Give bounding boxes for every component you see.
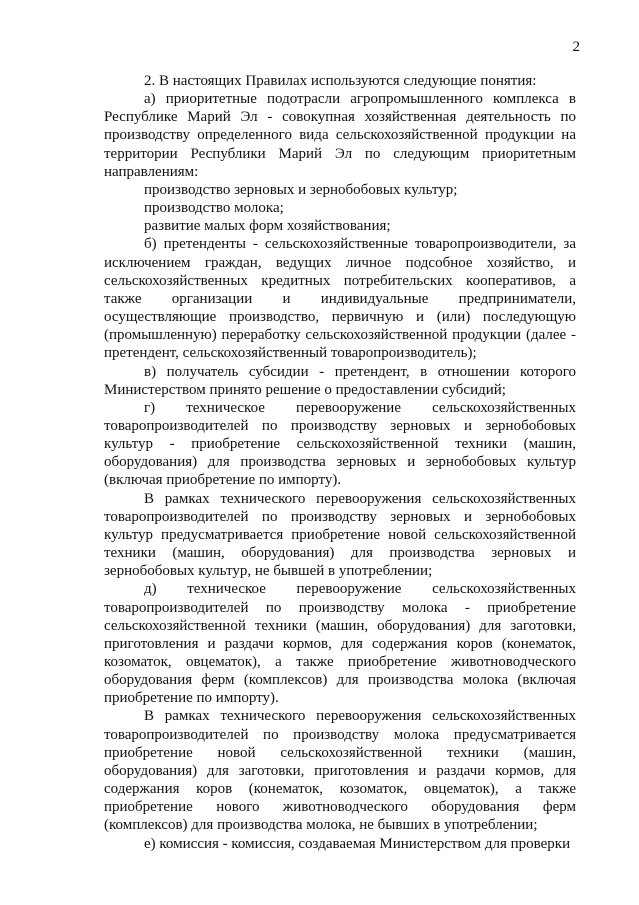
paragraph-d-milk-reequipment: д) техническое перевооружение сельскохозяйственных товаропроизводителей по производству молока - приобретение сельскохозяйственной техники (машин, оборудования) для заготовки, приготовления и раздачи кормов, для содержания коров (конематок, козоматок, овцематок), а также приобретение животноводческого оборудования ферм (комплексов) для производства молока (включая приобретение по импорту). — [104, 581, 576, 707]
document-body — [104, 72, 576, 853]
paragraph-grain-reequipment-scope: В рамках технического перевооружения сельскохозяйственных товаропроизводителей по производству зерновых и зернобобовых культур предусматривается приобретение новой сельскохозяйственной техники (машин, оборудования) для производства зерновых и зернобобовых культур, не бывшей в употреблении; — [104, 490, 576, 580]
paragraph-milk-reequipment-scope: В рамках технического перевооружения сельскохозяйственных товаропроизводителей по производству молока предусматривается приобретение новой сельскохозяйственной техники (машин, оборудования) для заготовки, приготовления и раздачи кормов, для содержания коров (конематок, козоматок, овцематок), а также приобретение нового животноводческого оборудования ферм (комплексов) для производства молока, не бывших в употреблении; — [104, 708, 576, 834]
list-item-milk-production: производство молока; — [144, 200, 284, 217]
list-item-grain-production: производство зерновых и зернобобовых культур; — [144, 181, 458, 198]
paragraph-definitions-intro: 2. В настоящих Правилах используются следующие понятия: — [144, 73, 537, 89]
page-number: 2 — [572, 39, 580, 55]
paragraph-b-applicants: б) претенденты - сельскохозяйственные товаропроизводители, за исключением граждан, ведущих личное подсобное хозяйство, и сельскохозяйственных кредитных потребительских кооперативов, а также организации и индивидуальные предприниматели, осуществляющие производство, первичную и (или) последующую (промышленную) переработку сельскохозяйственной продукции (далее - претендент, сельскохозяйственный товаропроизводитель); — [104, 236, 576, 362]
paragraph-e-commission: е) комиссия - комиссия, создаваемая Министерством для проверки — [144, 835, 571, 852]
paragraph-v-subsidy-recipient: в) получатель субсидии - претендент, в отношении которого Министерством принято решение о предоставлении субсидий; — [104, 363, 576, 398]
list-item-small-farms: развитие малых форм хозяйствования; — [144, 218, 391, 235]
paragraph-a-priority-subsectors: а) приоритетные подотрасли агропромышленного комплекса в Республике Марий Эл - совокупная хозяйственная деятельность по производству определенного вида сельскохозяйственной продукции на территории Республики Марий Эл по следующим приоритетным направлениям: — [104, 91, 576, 180]
paragraph-g-grain-reequipment: г) техническое перевооружение сельскохозяйственных товаропроизводителей по производству зерновых и зернобобовых культур - приобретение сельскохозяйственной техники (машин, оборудования) для производства зерновых и зернобобовых культур (включая приобретение по импорту). — [104, 399, 576, 489]
